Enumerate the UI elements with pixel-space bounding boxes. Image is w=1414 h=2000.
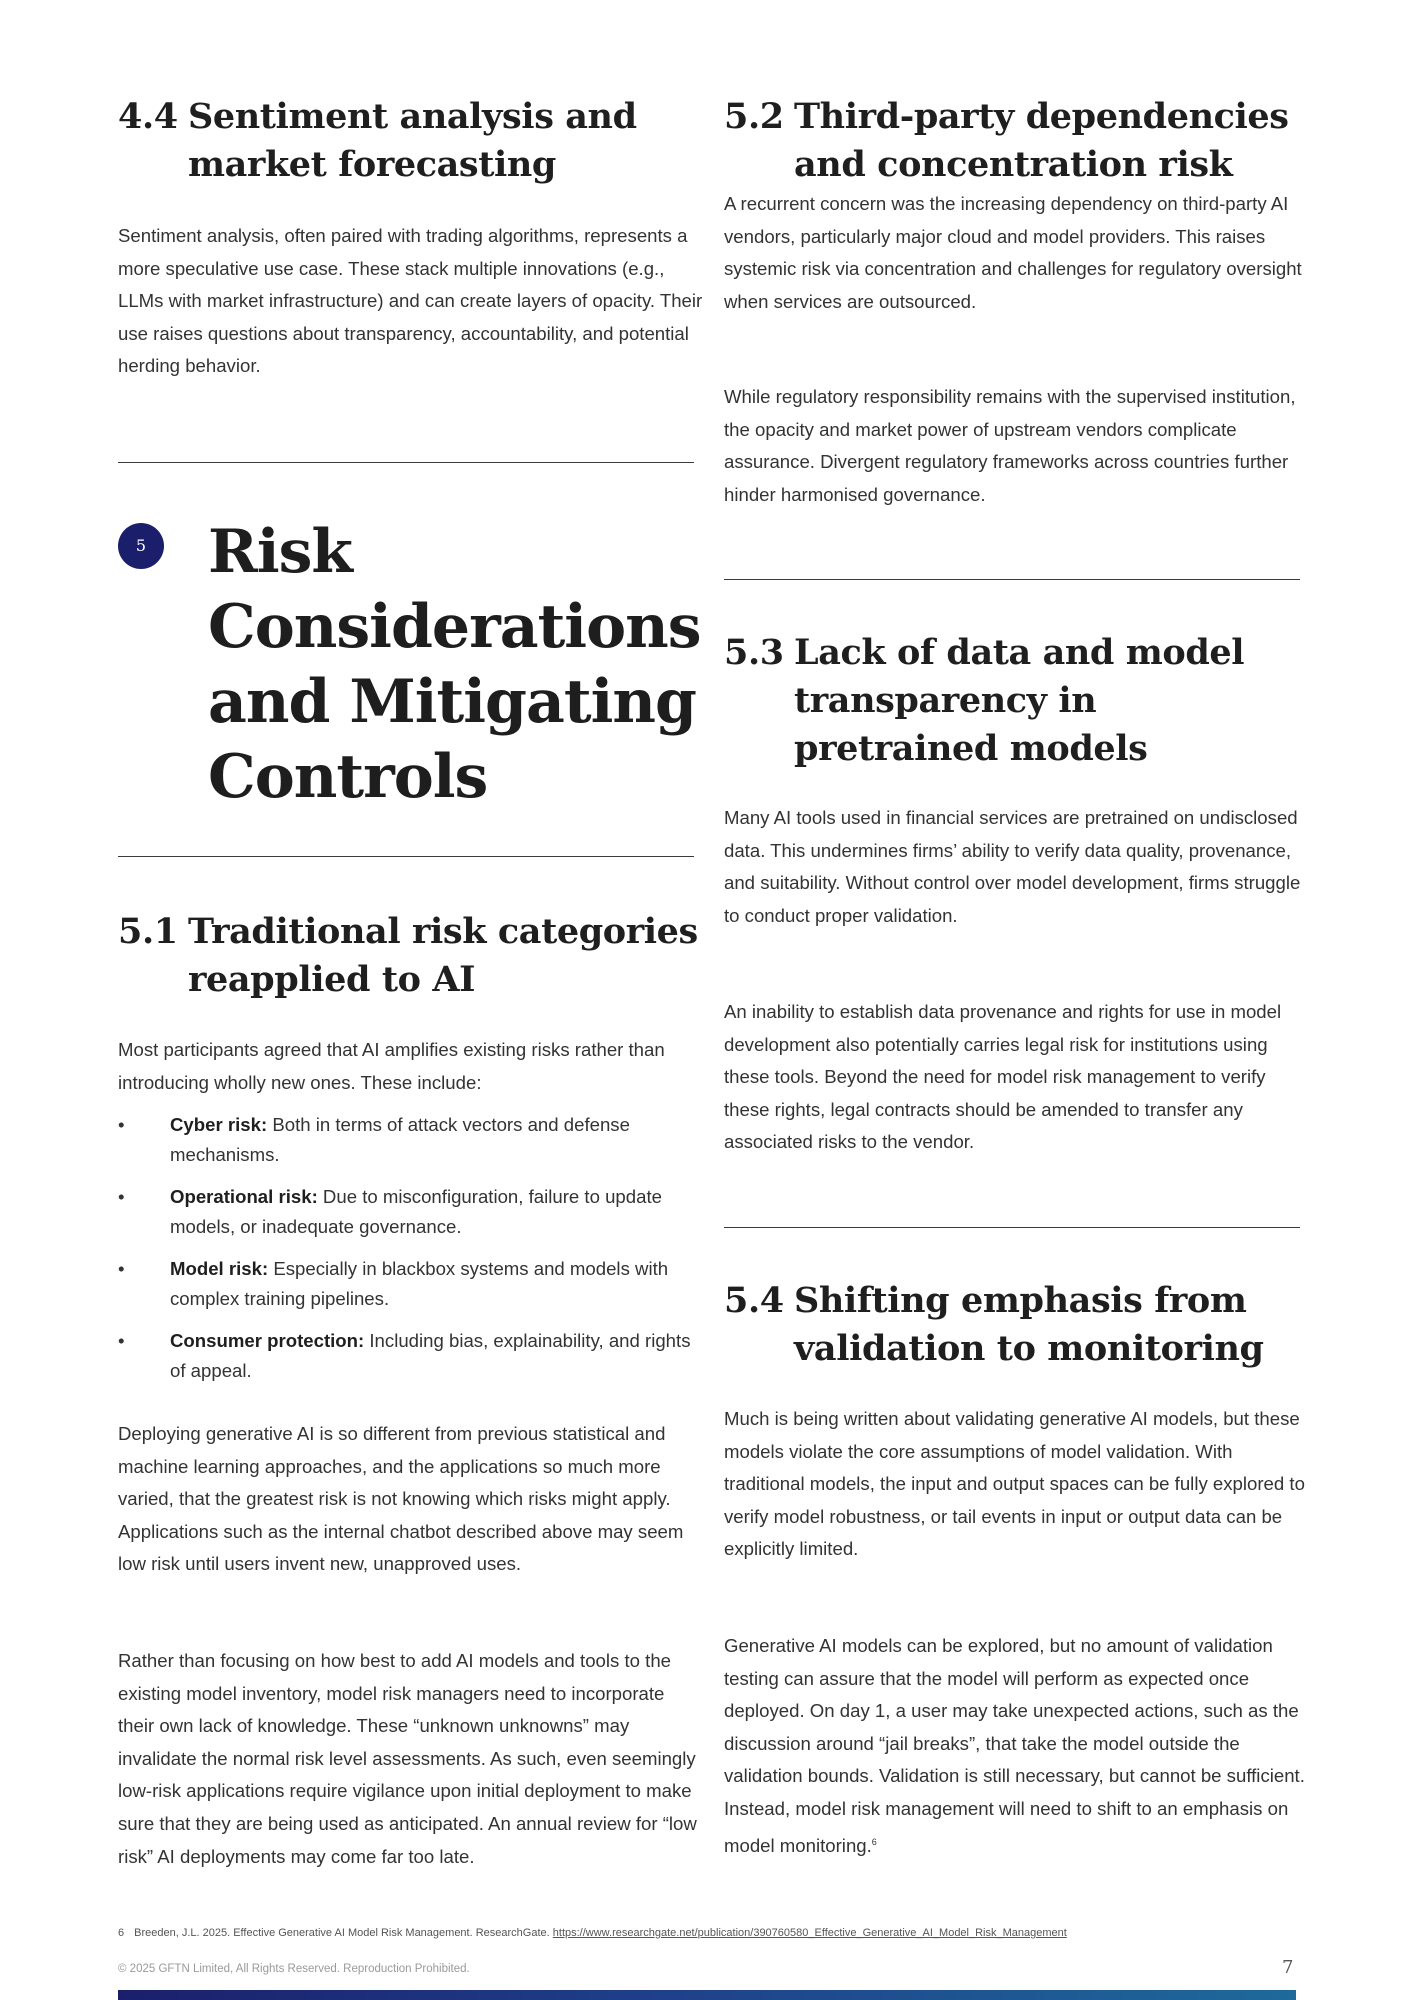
copyright-notice: © 2025 GFTN Limited, All Rights Reserved. Reproduction Prohibited. bbox=[118, 1963, 470, 1975]
section-number: 5.1 bbox=[118, 911, 178, 952]
section-5-1-paragraph-2: Deploying generative AI is so different from previous statistical and machine learning approaches, and the applications so much more varied, that the greatest risk is not knowing which risks might apply. Applications such as the internal chatbot described above may seem low risk until users invent new, unapproved uses. bbox=[118, 1423, 684, 1575]
footnote-text: Breeden, J.L. 2025. Effective Generative AI Model Risk Management. ResearchGate. bbox=[134, 1927, 553, 1939]
divider bbox=[724, 1227, 1300, 1228]
list-item-term: Operational risk: bbox=[170, 1186, 318, 1207]
section-5-4-paragraph-2 bbox=[724, 1630, 1309, 1862]
footer-accent-bar bbox=[118, 1990, 1296, 2000]
page-number: 7 bbox=[1282, 1957, 1294, 1978]
list-item bbox=[118, 1326, 703, 1386]
paragraph-text: Generative AI models can be explored, but no amount of validation testing can assure that the model will perform as expected once deployed. On day 1, a user may take unexpected actions, such as the discussion around “jail breaks”, that take the model outside the validation bounds. Validation is still necessary, but cannot be sufficient. Instead, model risk management will need to shift to an emphasis on model monitoring. bbox=[724, 1635, 1305, 1856]
bullet: • bbox=[118, 1114, 125, 1135]
list-item-text: Both in terms of attack vectors and defense mechanisms. bbox=[170, 1114, 630, 1165]
list-item-text: Due to misconfiguration, failure to update models, or inadequate governance. bbox=[170, 1186, 662, 1237]
section-5-3-paragraph-1: Many AI tools used in financial services are pretrained on undisclosed data. This undermines firms’ ability to verify data quality, provenance, and suitability. Without control over model development, firms struggle to conduct proper validation. bbox=[724, 807, 1301, 926]
divider bbox=[724, 579, 1300, 580]
bullet: • bbox=[118, 1330, 125, 1351]
list-item bbox=[118, 1182, 703, 1242]
section-title: Traditional risk categories reapplied to AI bbox=[188, 911, 698, 1000]
footnote bbox=[118, 1927, 1067, 1939]
footnote-reference[interactable]: 6 bbox=[871, 1836, 877, 1847]
section-5-3-paragraph-2: An inability to establish data provenance and rights for use in model development also potentially carries legal risk for institutions using these tools. Beyond the need for model risk management to verify these rights, legal contracts should be amended to transfer any associated risks to the vendor. bbox=[724, 1001, 1282, 1153]
section-5-2-heading bbox=[724, 93, 1304, 189]
footnote-number: 6 bbox=[118, 1927, 125, 1939]
section-5-3-heading bbox=[724, 629, 1304, 773]
section-title: Lack of data and model transparency in pretrained models bbox=[794, 632, 1245, 769]
bullet: • bbox=[118, 1186, 125, 1207]
section-5-1-heading bbox=[118, 908, 698, 1004]
divider bbox=[118, 856, 694, 857]
section-number: 5.3 bbox=[724, 632, 784, 673]
section-title: Third-party dependencies and concentration risk bbox=[794, 96, 1289, 185]
list-item-term: Consumer protection: bbox=[170, 1330, 365, 1351]
section-title: Sentiment analysis and market forecasting bbox=[188, 96, 637, 185]
section-number: 5.4 bbox=[724, 1280, 784, 1321]
section-4-4-paragraph: Sentiment analysis, often paired with trading algorithms, represents a more speculative use case. These stack multiple innovations (e.g., LLMs with market infrastructure) and can create layers of opacity. Their use raises questions about transparency, accountability, and potential herding behavior. bbox=[118, 225, 703, 377]
risk-category-list bbox=[118, 1110, 703, 1398]
footnote-link[interactable]: https://www.researchgate.net/publication/390760580_Effective_Generative_AI_Model_Risk_Management bbox=[552, 1927, 1067, 1939]
section-5-2-paragraph-1: A recurrent concern was the increasing dependency on third-party AI vendors, particularly major cloud and model providers. This raises systemic risk via concentration and challenges for regulatory oversight when services are outsourced. bbox=[724, 193, 1302, 312]
list-item-term: Model risk: bbox=[170, 1258, 269, 1279]
section-5-4-heading bbox=[724, 1277, 1304, 1373]
section-4-4-heading bbox=[118, 93, 698, 189]
list-item-term: Cyber risk: bbox=[170, 1114, 268, 1135]
list-item bbox=[118, 1110, 703, 1170]
list-item-text: Especially in blackbox systems and models with complex training pipelines. bbox=[170, 1258, 669, 1309]
section-5-1-intro: Most participants agreed that AI amplifies existing risks rather than introducing wholly new ones. These include: bbox=[118, 1039, 665, 1093]
section-5-2-paragraph-2: While regulatory responsibility remains with the supervised institution, the opacity and market power of upstream vendors complicate assurance. Divergent regulatory frameworks across countries further hinder harmonised governance. bbox=[724, 386, 1296, 505]
divider bbox=[118, 462, 694, 463]
section-number: 4.4 bbox=[118, 96, 178, 137]
section-title: Shifting emphasis from validation to monitoring bbox=[794, 1280, 1264, 1369]
list-item-text: Including bias, explainability, and rights of appeal. bbox=[170, 1330, 691, 1381]
chapter-number-badge: 5 bbox=[118, 523, 164, 569]
bullet: • bbox=[118, 1258, 125, 1279]
section-5-1-paragraph-3: Rather than focusing on how best to add AI models and tools to the existing model inventory, model risk managers need to incorporate their own lack of knowledge. These “unknown unknowns” may invalidate the normal risk level assessments. As such, even seemingly low-risk applications require vigilance upon initial deployment to make sure that they are being used as anticipated. An annual review for “low risk” AI deployments may come far too late. bbox=[118, 1650, 697, 1867]
section-5-4-paragraph-1: Much is being written about validating generative AI models, but these models violate the core assumptions of model validation. With traditional models, the input and output spaces can be fully explored to verify model robustness, or tail events in input or output data can be explicitly limited. bbox=[724, 1408, 1305, 1560]
list-item bbox=[118, 1254, 703, 1314]
chapter-title: Risk Considerations and Mitigating Controls bbox=[208, 517, 701, 812]
section-number: 5.2 bbox=[724, 96, 784, 137]
